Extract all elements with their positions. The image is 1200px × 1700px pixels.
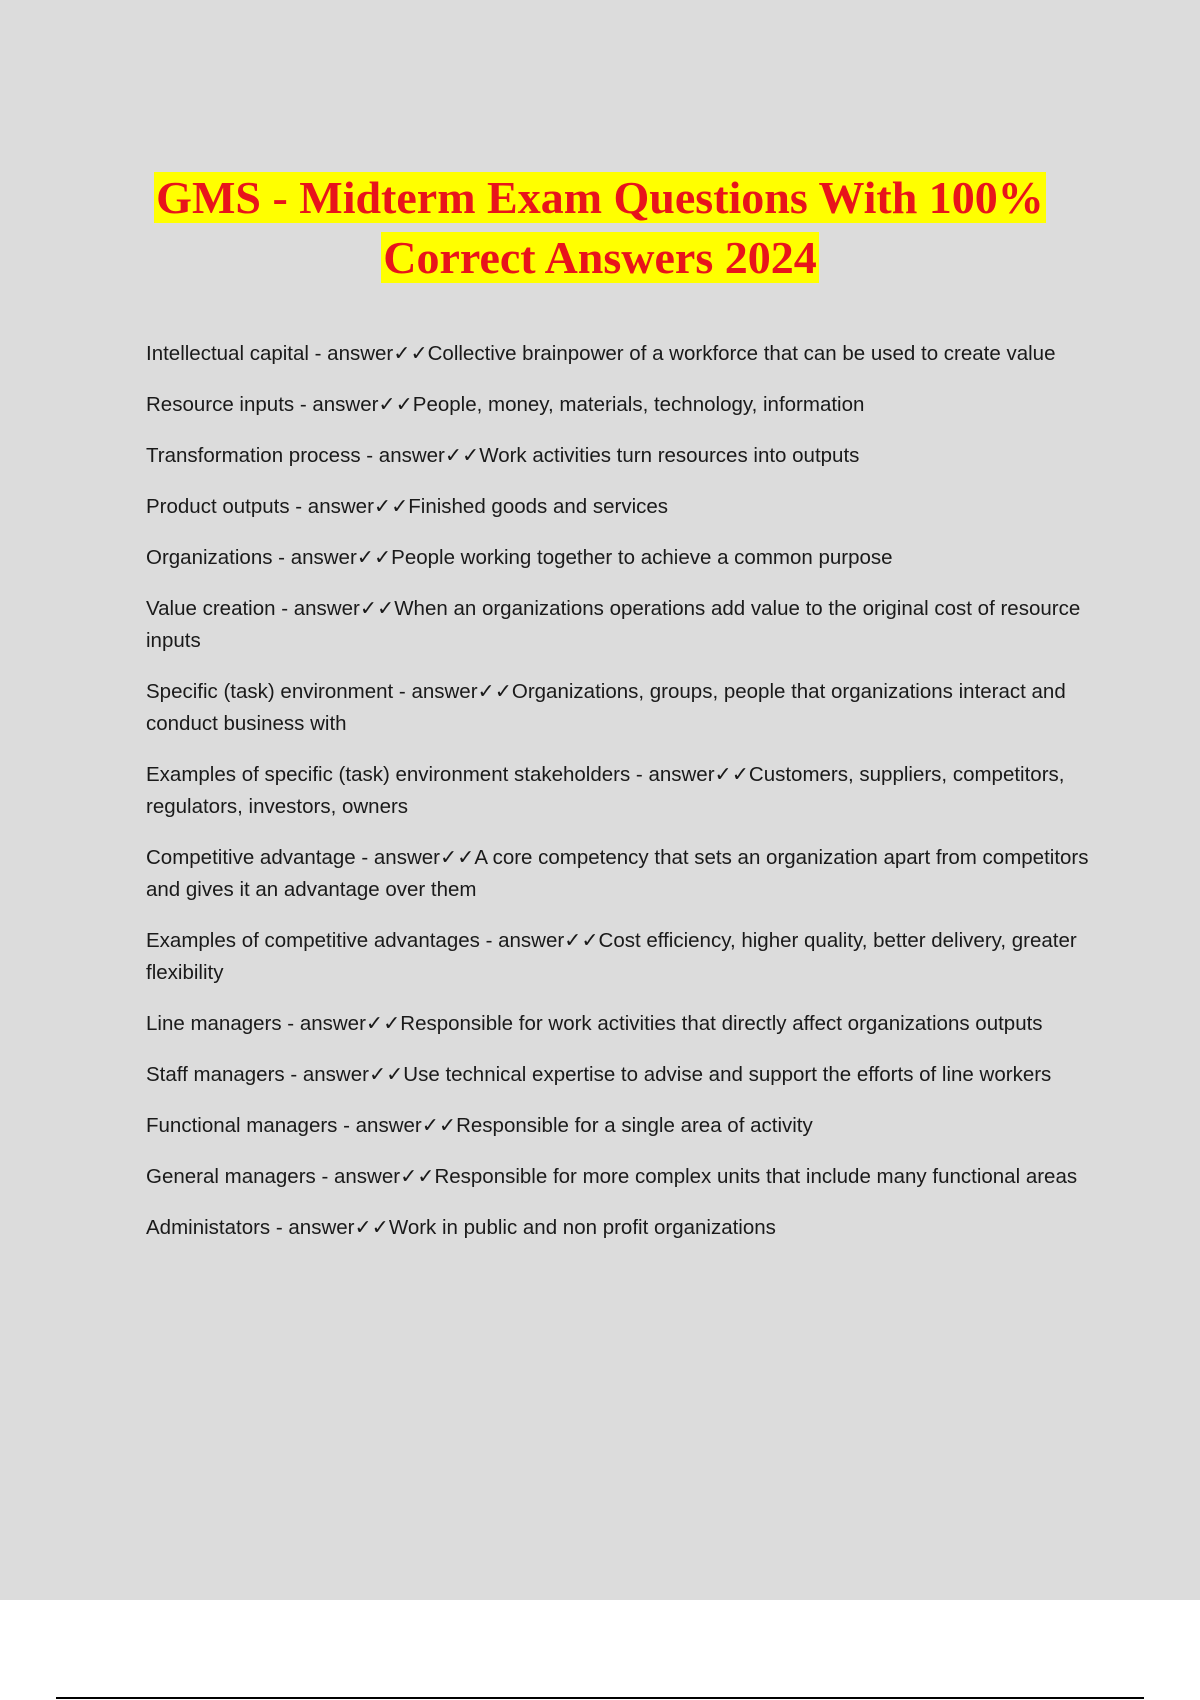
qa-item: Specific (task) environment - answer✓✓Organizations, groups, people that organizations interact and conduct business with [146, 680, 1066, 735]
qa-item: Administators - answer✓✓Work in public and non profit organizations [146, 1216, 776, 1239]
footer-divider [56, 1697, 1144, 1699]
title-line-2-text: Correct Answers 2024 [383, 232, 817, 283]
qa-item: Functional managers - answer✓✓Responsible for a single area of activity [146, 1114, 813, 1137]
qa-item: Competitive advantage - answer✓✓A core competency that sets an organization apart from competitors and gives it an advantage over them [146, 846, 1089, 901]
qa-item: Staff managers - answer✓✓Use technical expertise to advise and support the efforts of line workers [146, 1063, 1052, 1086]
title-line-1 [0, 168, 1200, 228]
page-bottom-margin [0, 1600, 1200, 1700]
document-title [0, 168, 1200, 288]
title-line-1-text: GMS - Midterm Exam Questions With 100% [156, 172, 1044, 223]
qa-item: Examples of competitive advantages - answer✓✓Cost efficiency, higher quality, better delivery, greater flexibility [146, 929, 1077, 984]
qa-item: Resource inputs - answer✓✓People, money, materials, technology, information [146, 393, 865, 416]
qa-item: Line managers - answer✓✓Responsible for work activities that directly affect organizations outputs [146, 1012, 1043, 1035]
qa-list [146, 338, 1096, 1263]
qa-item: Intellectual capital - answer✓✓Collective brainpower of a workforce that can be used to create value [146, 342, 1056, 365]
qa-item: Examples of specific (task) environment stakeholders - answer✓✓Customers, suppliers, competitors, regulators, investors, owners [146, 763, 1065, 818]
qa-item: Value creation - answer✓✓When an organizations operations add value to the original cost of resource inputs [146, 597, 1081, 652]
qa-item: Transformation process - answer✓✓Work activities turn resources into outputs [146, 444, 860, 467]
title-line-2 [0, 228, 1200, 288]
qa-item: Organizations - answer✓✓People working together to achieve a common purpose [146, 546, 893, 569]
qa-item: General managers - answer✓✓Responsible for more complex units that include many functional areas [146, 1165, 1078, 1188]
qa-item: Product outputs - answer✓✓Finished goods and services [146, 495, 669, 518]
